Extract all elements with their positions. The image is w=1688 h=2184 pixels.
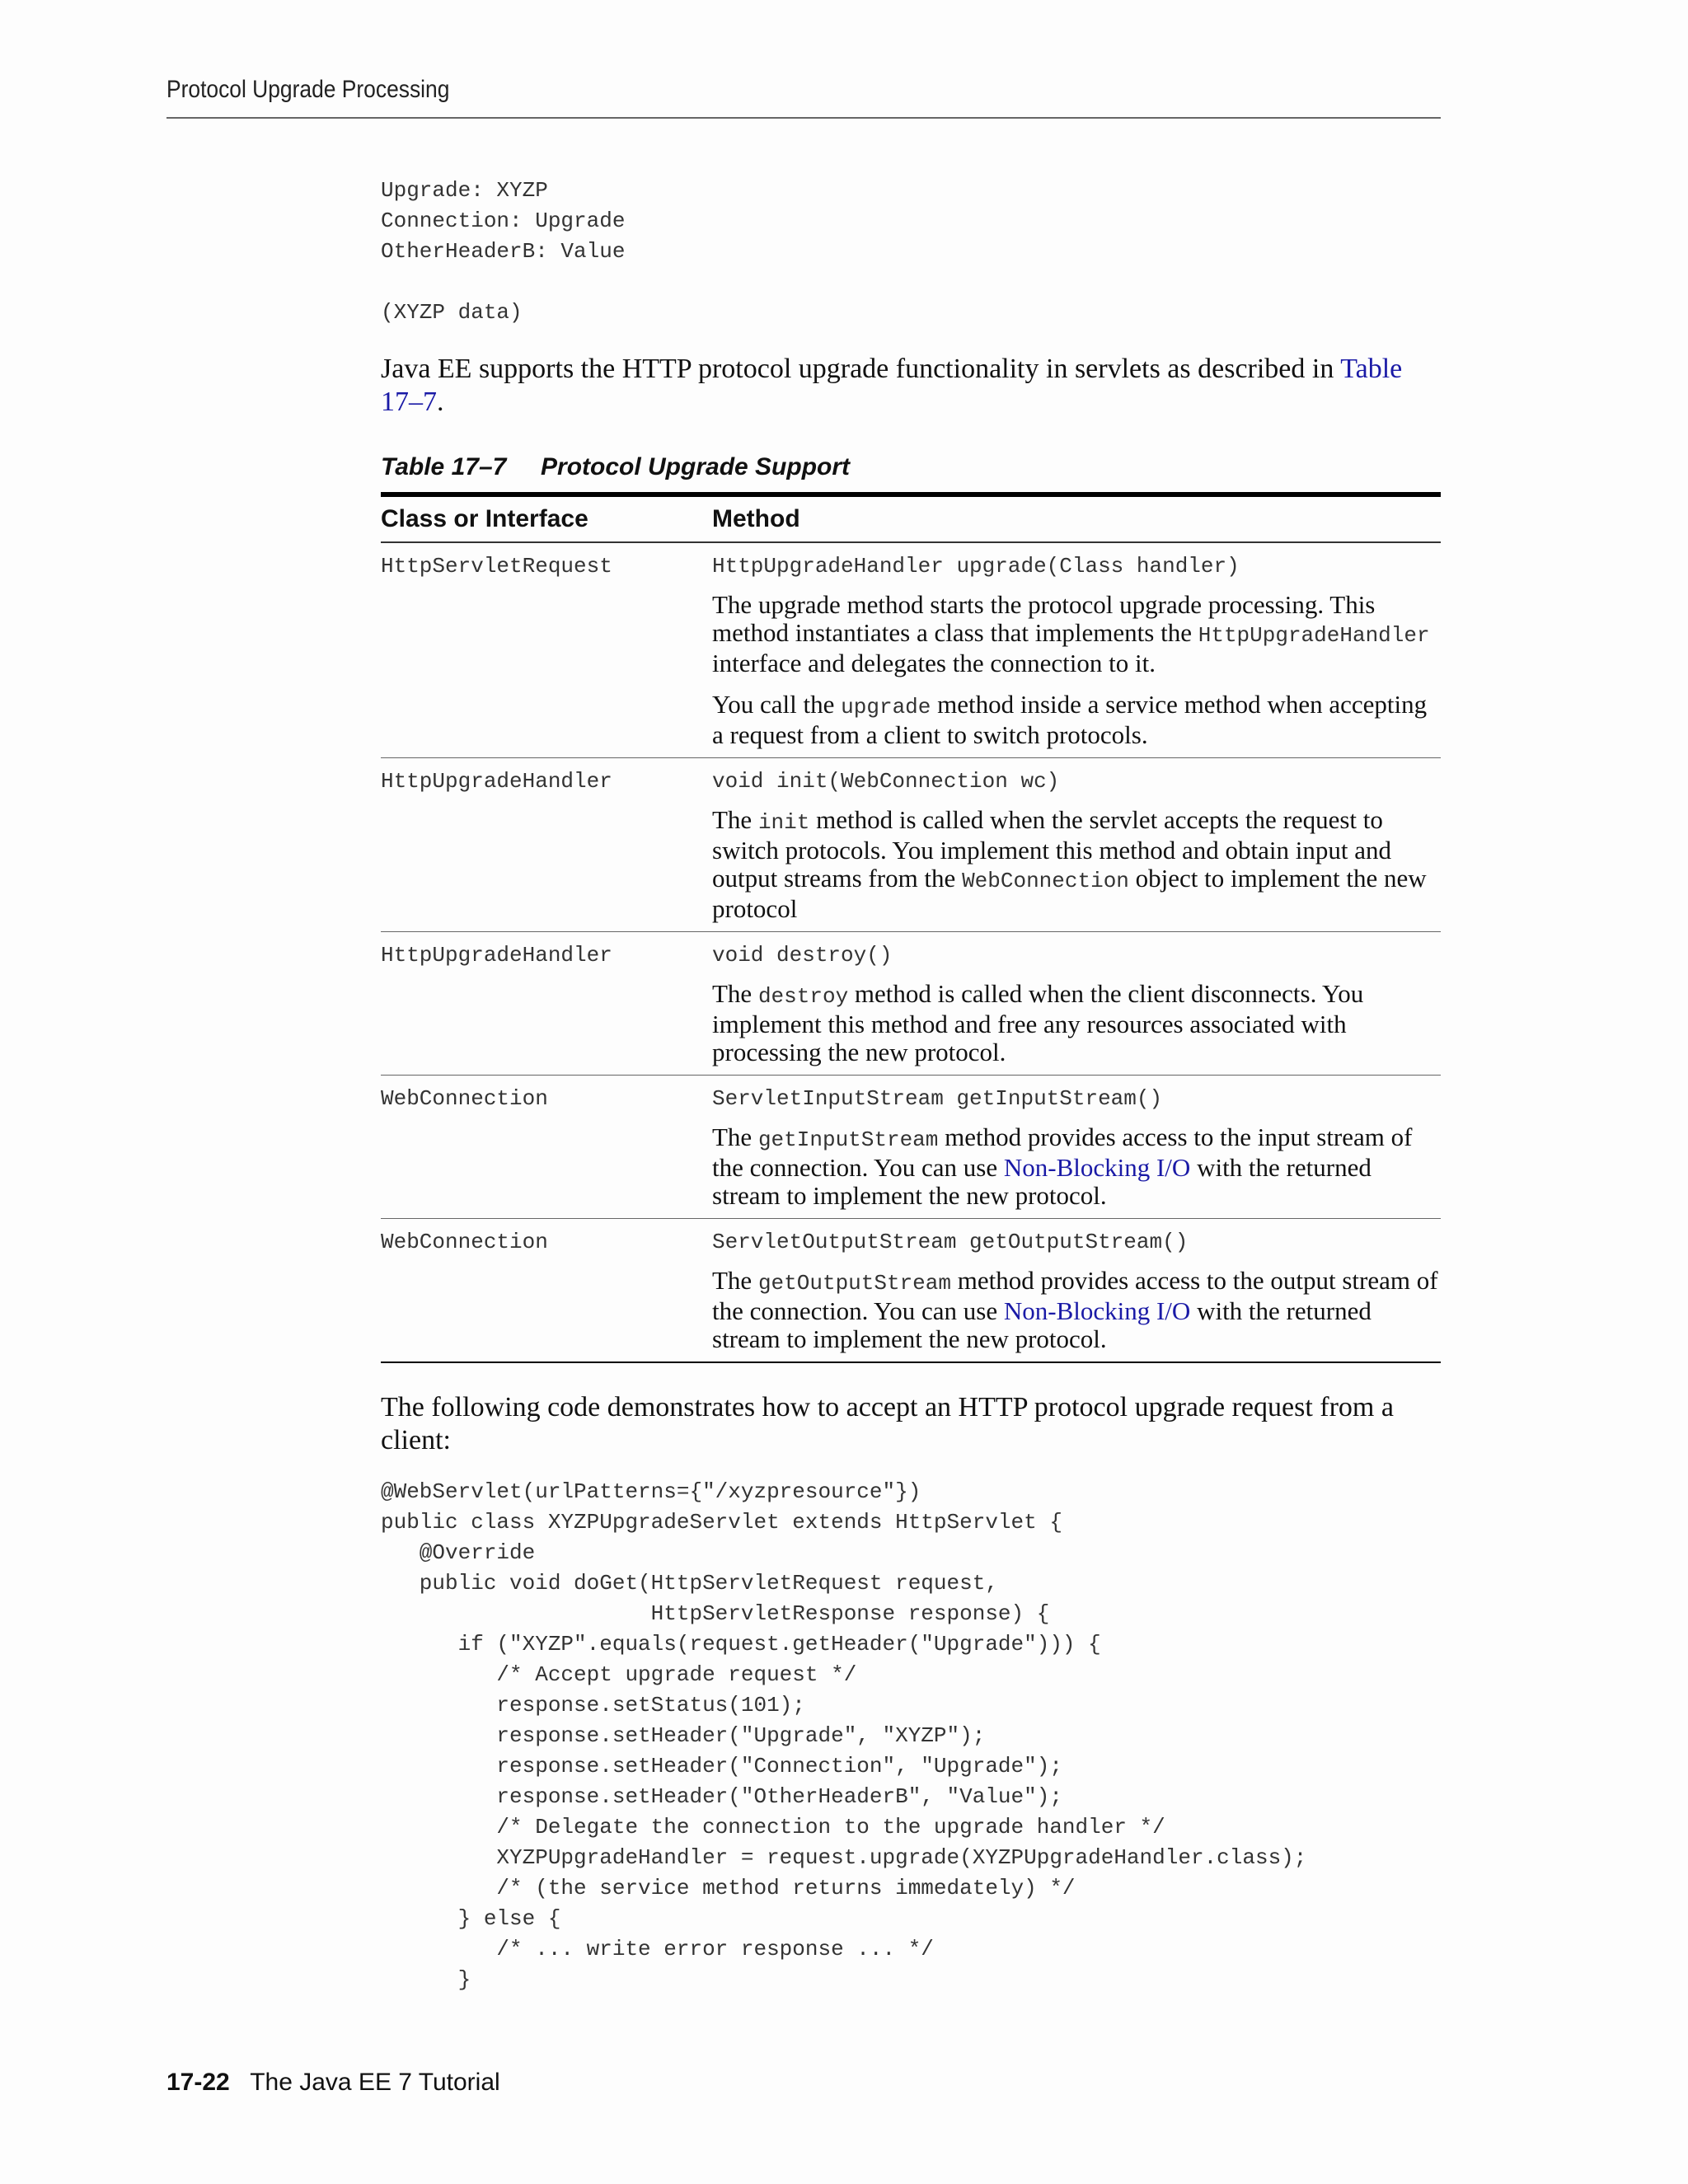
intro-paragraph: [381, 353, 1441, 419]
method-description: [712, 980, 1441, 1066]
inline-code: destroy: [757, 984, 849, 1009]
description-text: The upgrade method starts the protocol upgrade processing. This method instantiates a class that implements the: [712, 590, 1376, 647]
method-cell: [712, 1076, 1441, 1219]
inline-code: upgrade: [841, 695, 931, 719]
method-description: [712, 806, 1441, 923]
table-header-row: [381, 494, 1441, 542]
method-description: [712, 1267, 1441, 1353]
method-signature: void destroy(): [712, 943, 893, 968]
method-description: [712, 691, 1441, 749]
book-title: The Java EE 7 Tutorial: [250, 2069, 500, 2096]
table-row: [381, 1219, 1441, 1363]
description-text: The: [712, 1266, 758, 1295]
description-text: method is called when the client disconnects. You implement this method and free any resources associated with processing the new protocol.: [712, 979, 1364, 1066]
description-text: You call the: [712, 690, 842, 719]
description-text: The: [712, 1122, 758, 1151]
inline-code: getInputStream: [757, 1127, 939, 1152]
intro-text-end: .: [437, 387, 444, 417]
inline-code: getOutputStream: [757, 1271, 951, 1296]
inline-code: HttpUpgradeHandler: [1198, 623, 1430, 648]
column-header-method: Method: [712, 494, 1441, 542]
non-blocking-io-link[interactable]: Non-Blocking I/O: [1003, 1296, 1191, 1325]
inline-code: WebConnection: [962, 869, 1129, 893]
description-text: interface and delegates the connection to it.: [712, 649, 1156, 677]
class-cell: HttpUpgradeHandler: [381, 932, 712, 1076]
class-cell: WebConnection: [381, 1230, 548, 1254]
description-text: The: [712, 979, 758, 1008]
page-footer: [166, 2069, 500, 2097]
inline-code: init: [757, 810, 810, 835]
code-listing: @WebServlet(urlPatterns={"/xyzpresource"}) public class XYZPUpgradeServlet extends HttpServlet { @Override public void doGet(HttpServletRequest request, HttpServletResponse response) { if ("XYZP".equals(request.getHeader("Upgrade"))) { /* Accept upgrade request */ response.setStatus(101); response.setHeader("Upgrade", "XYZP"); response.setHeader("Connection", "Upgrade"); response.setHeader("OtherHeaderB", "Value"); /* Delegate the connection to the upgrade handler */ XYZPUpgradeHandler = request.upgrade(XYZPUpgradeHandler.class); /* (the service method returns immedately) */ } else { /* ... write error response ... */ }: [381, 1479, 1307, 1992]
class-cell: HttpUpgradeHandler: [381, 758, 712, 932]
description-text: with the returned stream to implement the new protocol.: [712, 1296, 1372, 1353]
description-text: object to implement the new protocol: [712, 864, 1427, 923]
http-headers-block: Upgrade: XYZP Connection: Upgrade OtherHeaderB: Value (XYZP data): [381, 178, 626, 325]
description-text: with the returned stream to implement the new protocol.: [712, 1153, 1372, 1210]
table-row: [381, 932, 1441, 1076]
method-signature: HttpUpgradeHandler upgrade(Class handler): [712, 554, 1240, 579]
table-link[interactable]: Table 17–7: [381, 354, 1403, 417]
description-text: method inside a service method when accepting a request from a client to switch protocols.: [712, 690, 1428, 749]
header-title: Protocol Upgrade Processing: [166, 76, 450, 103]
protocol-upgrade-table: [381, 492, 1441, 1363]
code-intro-paragraph: The following code demonstrates how to accept an HTTP protocol upgrade request from a client:: [381, 1392, 1394, 1455]
class-cell: WebConnection: [381, 1076, 712, 1219]
description-text: method provides access to the input stream of the connection. You can use: [712, 1122, 1413, 1182]
table-row: [381, 542, 1441, 758]
description-text: The: [712, 805, 758, 834]
method-cell: [712, 932, 1441, 1076]
method-signature: ServletInputStream getInputStream(): [712, 1086, 1163, 1111]
intro-text: Java EE supports the HTTP protocol upgrade functionality in servlets as described in: [381, 354, 1341, 384]
method-signature: void init(WebConnection wc): [712, 769, 1060, 794]
table-row: [381, 758, 1441, 932]
description-text: method is called when the servlet accepts the request to switch protocols. You implement this method and obtain input and output streams from the: [712, 805, 1392, 893]
class-cell: HttpServletRequest: [381, 542, 712, 758]
table-caption-number: Table 17–7: [381, 453, 507, 480]
table-row: [381, 1076, 1441, 1219]
page-number: 17-22: [166, 2069, 230, 2096]
running-header: [166, 76, 1441, 119]
description-text: method provides access to the output stream of the connection. You can use: [712, 1266, 1438, 1325]
method-description: [712, 591, 1441, 677]
method-cell: [712, 758, 1441, 932]
column-header-class: Class or Interface: [381, 494, 712, 542]
table-caption-title: Protocol Upgrade Support: [541, 453, 851, 480]
method-cell: [712, 1219, 1441, 1363]
table-caption: [381, 453, 850, 481]
method-signature: ServletOutputStream getOutputStream(): [712, 1230, 1189, 1254]
method-cell: [712, 542, 1441, 758]
non-blocking-io-link[interactable]: Non-Blocking I/O: [1003, 1153, 1191, 1182]
method-description: [712, 1123, 1441, 1210]
